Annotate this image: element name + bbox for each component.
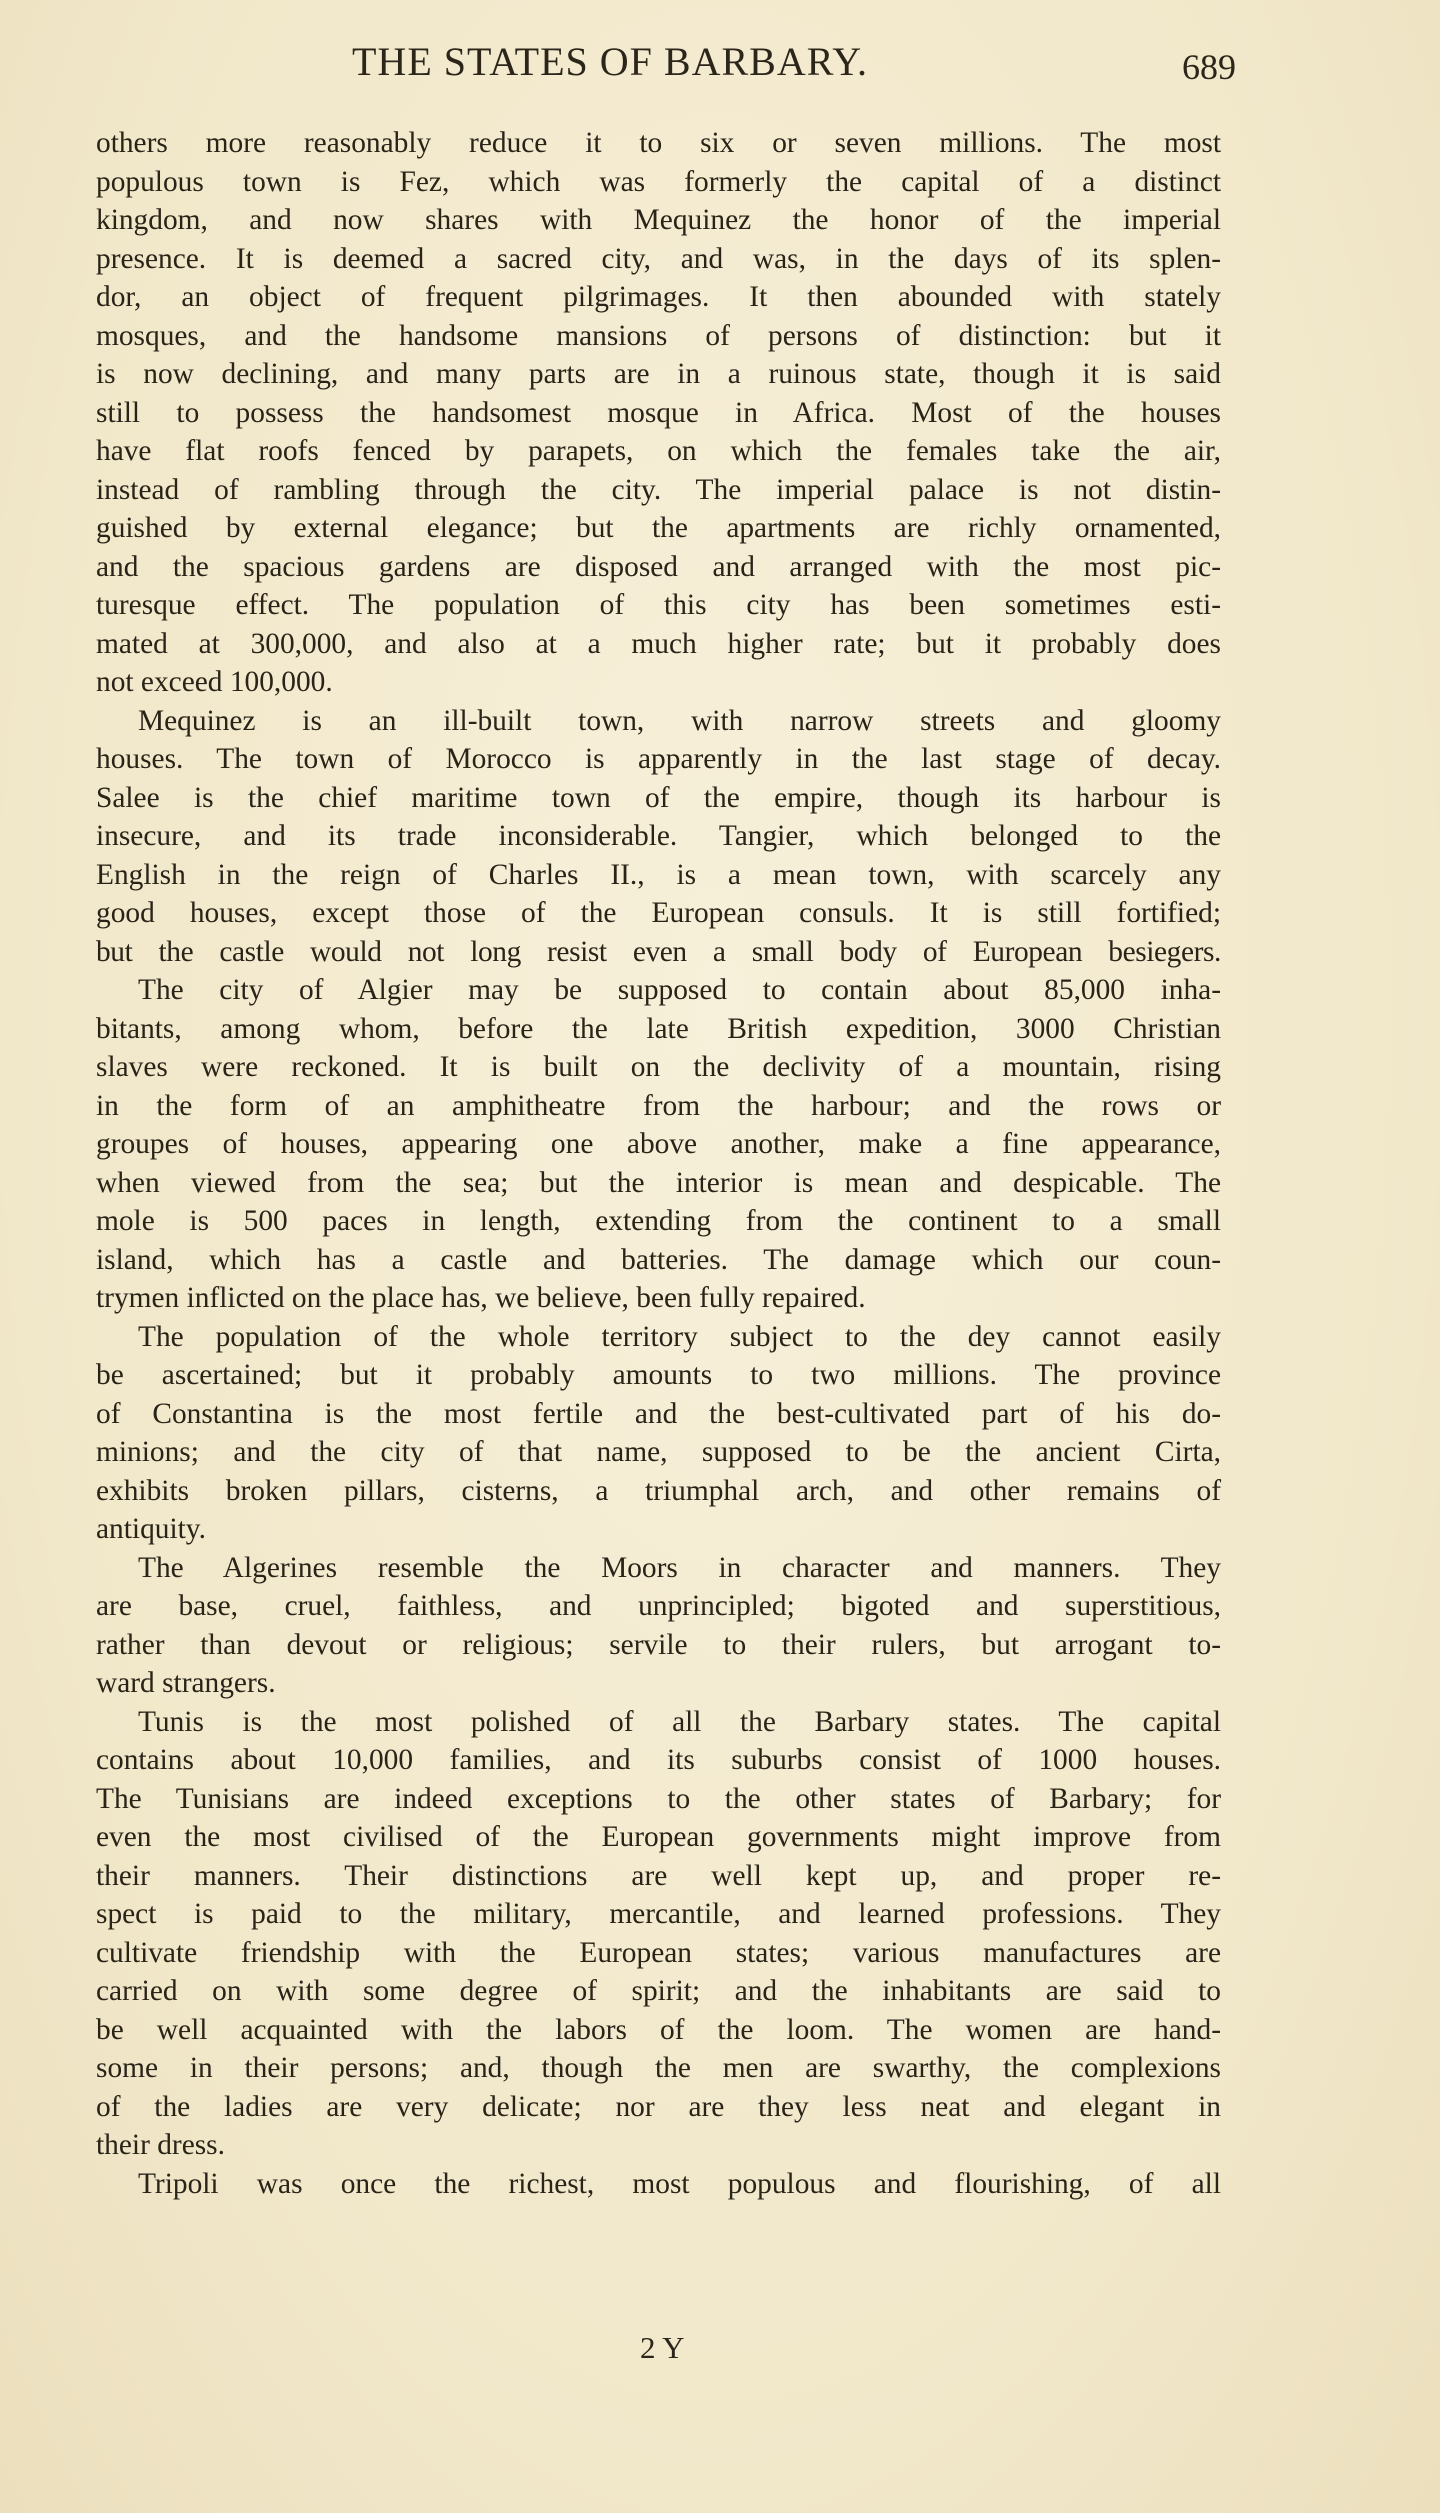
text-line: bitants, among whom, before the late British expedition, 3000 Christian — [96, 1012, 1221, 1045]
text-line: Mequinez is an ill-built town, with narrow streets and gloomy — [138, 704, 1221, 737]
text-line: Tunis is the most polished of all the Barbary states. The capital — [138, 1705, 1221, 1738]
text-line: mole is 500 paces in length, extending from the continent to a small — [96, 1205, 1221, 1237]
text-line: groupes of houses, appearing one above another, make a fine appearance, — [96, 1128, 1221, 1160]
signature-mark: 2 Y — [640, 2330, 685, 2365]
text-line: spect is paid to the military, mercantile, and learned professions. They — [96, 1898, 1221, 1930]
text-line: presence. It is deemed a sacred city, and was, in the days of its splen- — [96, 242, 1221, 275]
text-line: in the form of an amphitheatre from the harbour; and the rows or — [96, 1089, 1221, 1122]
page-number: 689 — [1182, 47, 1236, 87]
text-line: carried on with some degree of spirit; and the inhabitants are said to — [96, 1975, 1221, 2007]
text-line: minions; and the city of that name, supposed to be the ancient Cirta, — [96, 1436, 1221, 1468]
text-line: be well acquainted with the labors of the loom. The women are hand- — [96, 2013, 1221, 2046]
text-line: ward strangers. — [96, 1667, 276, 1699]
text-line: mated at 300,000, and also at a much higher rate; but it probably does — [96, 627, 1221, 660]
text-line: and the spacious gardens are disposed and arranged with the most pic- — [96, 550, 1221, 583]
text-line: The Tunisians are indeed exceptions to the other states of Barbary; for — [96, 1782, 1221, 1815]
text-line: slaves were reckoned. It is built on the declivity of a mountain, rising — [96, 1051, 1221, 1083]
text-line: turesque effect. The population of this city has been sometimes esti- — [96, 589, 1221, 621]
text-line: insecure, and its trade inconsiderable. Tangier, which belonged to the — [96, 820, 1221, 852]
text-line: populous town is Fez, which was formerly the capital of a distinct — [96, 165, 1221, 198]
text-line: is now declining, and many parts are in a ruinous state, though it is said — [96, 358, 1221, 390]
text-line: mosques, and the handsome mansions of persons of distinction: but it — [96, 319, 1221, 352]
text-line: antiquity. — [96, 1513, 206, 1545]
running-header — [96, 38, 1236, 98]
text-line: English in the reign of Charles II., is a mean town, with scarcely any — [96, 858, 1221, 891]
text-line: exhibits broken pillars, cisterns, a triumphal arch, and other remains of — [96, 1474, 1221, 1507]
text-line: Salee is the chief maritime town of the empire, though its harbour is — [96, 781, 1221, 814]
text-line: even the most civilised of the European governments might improve from — [96, 1821, 1221, 1853]
text-line: The city of Algier may be supposed to contain about 85,000 inha- — [138, 974, 1221, 1006]
text-line: still to possess the handsomest mosque in Africa. Most of the houses — [96, 396, 1221, 429]
text-line: houses. The town of Morocco is apparently in the last stage of decay. — [96, 743, 1221, 775]
text-line: guished by external elegance; but the apartments are richly ornamented, — [96, 512, 1221, 544]
text-line: rather than devout or religious; servile to their rulers, but arrogant to- — [96, 1628, 1221, 1661]
text-line: but the castle would not long resist even a small body of European besiegers. — [96, 935, 1221, 968]
text-line: dor, an object of frequent pilgrimages. It then abounded with stately — [96, 281, 1221, 313]
text-line: cultivate friendship with the European states; various manufactures are — [96, 1936, 1221, 1969]
text-line: when viewed from the sea; but the interior is mean and despicable. The — [96, 1166, 1221, 1199]
text-line: contains about 10,000 families, and its suburbs consist of 1000 houses. — [96, 1744, 1221, 1776]
running-title: THE STATES OF BARBARY. — [352, 39, 868, 84]
text-line: have flat roofs fenced by parapets, on which the females take the air, — [96, 435, 1221, 467]
text-line: kingdom, and now shares with Mequinez the honor of the imperial — [96, 204, 1221, 236]
text-line: island, which has a castle and batteries. The damage which our coun- — [96, 1243, 1221, 1276]
text-line: trymen inflicted on the place has, we believe, been fully repaired. — [96, 1282, 866, 1314]
text-line: others more reasonably reduce it to six or seven millions. The most — [96, 127, 1221, 159]
text-line: The population of the whole territory subject to the dey cannot easily — [138, 1320, 1221, 1353]
text-line: their manners. Their distinctions are well kept up, and proper re- — [96, 1859, 1221, 1892]
text-line: of Constantina is the most fertile and the best-cultivated part of his do- — [96, 1397, 1221, 1430]
body-text — [96, 124, 1221, 2203]
text-line: are base, cruel, faithless, and unprincipled; bigoted and superstitious, — [96, 1590, 1221, 1622]
text-line: not exceed 100,000. — [96, 666, 333, 698]
text-line: their dress. — [96, 2129, 225, 2161]
text-line: of the ladies are very delicate; nor are they less neat and elegant in — [96, 2090, 1221, 2123]
text-line: good houses, except those of the European consuls. It is still fortified; — [96, 897, 1221, 929]
text-line: be ascertained; but it probably amounts to two millions. The province — [96, 1359, 1221, 1391]
text-line: instead of rambling through the city. The imperial palace is not distin- — [96, 473, 1221, 506]
text-line: some in their persons; and, though the men are swarthy, the complexions — [96, 2052, 1221, 2084]
text-line: Tripoli was once the richest, most populous and flourishing, of all — [138, 2167, 1221, 2200]
text-line: The Algerines resemble the Moors in character and manners. They — [138, 1551, 1221, 1584]
